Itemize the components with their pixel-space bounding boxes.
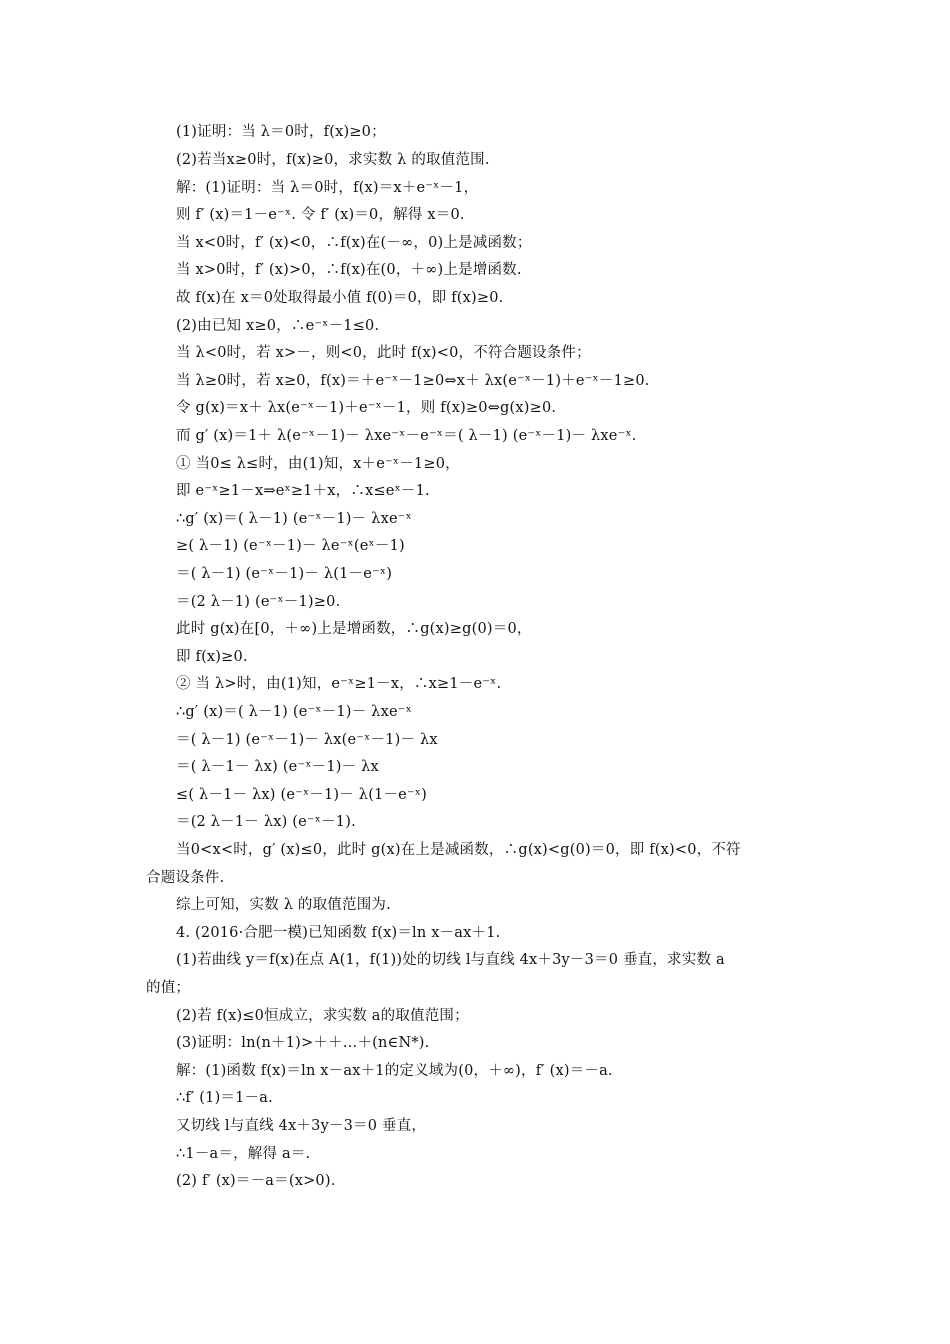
text-line: ① 当0≤ λ≤时，由(1)知，x＋e⁻ˣ－1≥0， — [176, 456, 460, 472]
text-line: ∴1－a＝，解得 a＝. — [176, 1146, 311, 1162]
text-line: 即 f(x)≥0. — [176, 649, 248, 665]
text-line: (2)若 f(x)≤0恒成立，求实数 a的取值范围； — [176, 1008, 469, 1024]
text-line: ＝(2 λ－1) (e⁻ˣ－1)≥0. — [176, 594, 341, 610]
text-line: 解：(1)证明：当 λ＝0时，f(x)＝x＋e⁻ˣ－1， — [176, 180, 479, 196]
text-line: 即 e⁻ˣ≥1－x⇒eˣ≥1＋x，∴x≤eˣ－1. — [176, 483, 430, 499]
text-line: 当0<x<时，g′ (x)≤0，此时 g(x)在上是减函数，∴g(x)<g(0)＝0，即 f(x)<0，不符 — [176, 842, 741, 858]
text-line: 当 x<0时，f′ (x)<0，∴f(x)在(－∞，0)上是减函数； — [176, 235, 532, 251]
text-line: ∴g′ (x)＝( λ－1) (e⁻ˣ－1)－ λxe⁻ˣ — [176, 511, 412, 527]
text-line: (1)若曲线 y＝f(x)在点 A(1，f(1))处的切线 l与直线 4x＋3y－3＝0 垂直，求实数 a — [176, 952, 725, 968]
text-line: ≥( λ－1) (e⁻ˣ－1)－ λe⁻ˣ(eˣ－1) — [176, 538, 405, 554]
text-line: 综上可知，实数 λ 的取值范围为. — [176, 897, 391, 913]
text-line: (3)证明：ln(n＋1)>＋＋…＋(n∈N*). — [176, 1035, 430, 1051]
text-line: ∴f′ (1)＝1－a. — [176, 1090, 273, 1106]
text-line: 当 λ<0时，若 x>－，则<0，此时 f(x)<0，不符合题设条件； — [176, 345, 591, 361]
text-line: 合题设条件. — [146, 870, 225, 886]
text-line: 则 f′ (x)＝1－e⁻ˣ. 令 f′ (x)＝0，解得 x＝0. — [176, 207, 465, 223]
text-line: 解：(1)函数 f(x)＝ln x－ax＋1的定义域为(0，＋∞)，f′ (x)＝－a. — [176, 1063, 613, 1079]
text-line: (2) f′ (x)＝－a＝(x>0). — [176, 1173, 336, 1189]
text-line: ≤( λ－1－ λx) (e⁻ˣ－1)－ λ(1－e⁻ˣ) — [176, 787, 428, 803]
text-line: 故 f(x)在 x＝0处取得最小值 f(0)＝0，即 f(x)≥0. — [176, 290, 504, 306]
text-line: (1)证明：当 λ＝0时，f(x)≥0； — [176, 124, 386, 140]
text-line: 当 λ≥0时，若 x≥0，f(x)＝＋e⁻ˣ－1≥0⇔x＋ λx(e⁻ˣ－1)＋e⁻ˣ－1≥0. — [176, 373, 650, 389]
text-line: ＝( λ－1－ λx) (e⁻ˣ－1)－ λx — [176, 759, 379, 775]
problem-heading: 4. (2016·合肥一模)已知函数 f(x)＝ln x－ax＋1. — [176, 925, 501, 941]
text-line: 当 x>0时，f′ (x)>0，∴f(x)在(0，＋∞)上是增函数. — [176, 262, 522, 278]
text-line: 此时 g(x)在[0，＋∞)上是增函数，∴g(x)≥g(0)＝0， — [176, 621, 532, 637]
text-line: 的值； — [146, 980, 191, 996]
text-line: 而 g′ (x)＝1＋ λ(e⁻ˣ－1)－ λxe⁻ˣ－e⁻ˣ＝( λ－1) (e⁻ˣ－1)－ λxe⁻ˣ. — [176, 428, 637, 444]
text-line: (2)若当x≥0时，f(x)≥0，求实数 λ 的取值范围. — [176, 152, 490, 168]
text-line: ＝( λ－1) (e⁻ˣ－1)－ λx(e⁻ˣ－1)－ λx — [176, 732, 438, 748]
text-line: (2)由已知 x≥0，∴e⁻ˣ－1≤0. — [176, 318, 380, 334]
text-line: ＝(2 λ－1－ λx) (e⁻ˣ－1). — [176, 814, 356, 830]
text-line: ∴g′ (x)＝( λ－1) (e⁻ˣ－1)－ λxe⁻ˣ — [176, 704, 412, 720]
text-line: 又切线 l与直线 4x＋3y－3＝0 垂直， — [176, 1118, 427, 1134]
text-line: ② 当 λ>时，由(1)知，e⁻ˣ≥1－x，∴x≥1－e⁻ˣ. — [176, 676, 502, 692]
text-line: 令 g(x)＝x＋ λx(e⁻ˣ－1)＋e⁻ˣ－1，则 f(x)≥0⇔g(x)≥0. — [176, 400, 557, 416]
text-line: ＝( λ－1) (e⁻ˣ－1)－ λ(1－e⁻ˣ) — [176, 566, 393, 582]
